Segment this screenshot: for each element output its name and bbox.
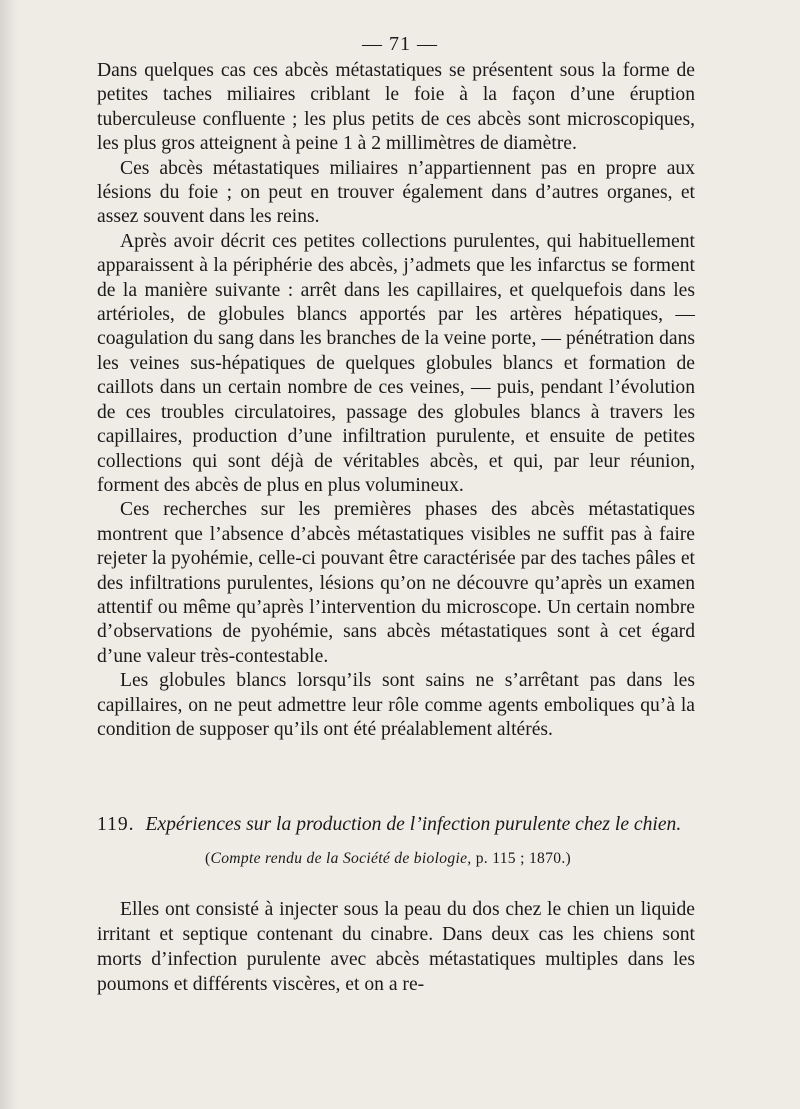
section-title: Expériences sur la production de l’infection purulente chez le chien. <box>145 814 682 835</box>
citation-source: Compte rendu de la Société de biologie, <box>210 850 472 867</box>
section-heading <box>97 813 695 837</box>
lower-text <box>97 897 695 997</box>
section-number: 119. <box>97 814 135 835</box>
paragraph-2: Ces abcès métastatiques miliaires n’appartiennent pas en propre aux lésions du foie ; on peut en trouver également dans d’autres organes, et assez souvent dans les reins. <box>97 157 695 228</box>
page-edge-shadow <box>0 0 18 1109</box>
paragraph-6: Elles ont consisté à injecter sous la peau du dos chez le chien un liquide irritant et septique contenant du cinabre. Dans deux cas les chiens sont morts d’infection purulente avec abcès métastatiques multiples dans les poumons et différents viscères, et on a re- <box>97 899 695 995</box>
paragraph-1: Dans quelques cas ces abcès métastatiques se présentent sous la forme de petites taches miliaires criblant le foie à la façon d’une éruption tuberculeuse confluente ; les plus petits de ces abcès sont microscopiques, les plus gros atteignent à peine 1 à 2 millimètres de diamètre. <box>97 60 695 155</box>
citation-reference: p. 115 ; 1870. <box>475 850 566 867</box>
citation <box>205 849 571 869</box>
paragraph-3: Après avoir décrit ces petites collections purulentes, qui habituellement apparaissent à la périphérie des abcès, j’admets que les infarctus se forment de la manière suivante : arrêt dans les capillaires, et quelquefois dans les artérioles, de globules blancs apportés par les artères hépatiques, — coagulation du sang dans les branches de la veine porte, — pénétration dans les veines sus-hépatiques de quelques globules blancs et formation de caillots dans un certain nombre de ces veines, — puis, pendant l’évolution de ces troubles circulatoires, passage des globules blancs à travers les capillaires, production d’une infiltration purulente, et ensuite de petites collections qui sont déjà de véritables abcès, et qui, par leur réunion, forment des abcès de plus en plus volumineux. <box>97 230 695 496</box>
page-number: — 71 — <box>362 33 438 55</box>
paragraph-5: Les globules blancs lorsqu’ils sont sains ne s’arrêtant pas dans les capillaires, on ne peut admettre leur rôle comme agents emboliques qu’à la condition de supposer qu’ils ont été préalablement altérés. <box>97 670 695 740</box>
citation-open: ( <box>205 850 211 867</box>
paragraph-4: Ces recherches sur les premières phases des abcès métastatiques montrent que l’absence d’abcès métastatiques visibles ne suffit pas à faire rejeter la pyohémie, celle-ci pouvant être caractérisée par des taches pâles et des infiltrations purulentes, lésions qu’on ne découvre qu’après un examen attentif ou même qu’après l’intervention du microscope. Un certain nombre d’observations de pyohémie, sans abcès métastatiques sont à cet égard d’une valeur très-contestable. <box>97 499 695 667</box>
body-text <box>97 59 695 742</box>
citation-close: ) <box>565 850 572 867</box>
